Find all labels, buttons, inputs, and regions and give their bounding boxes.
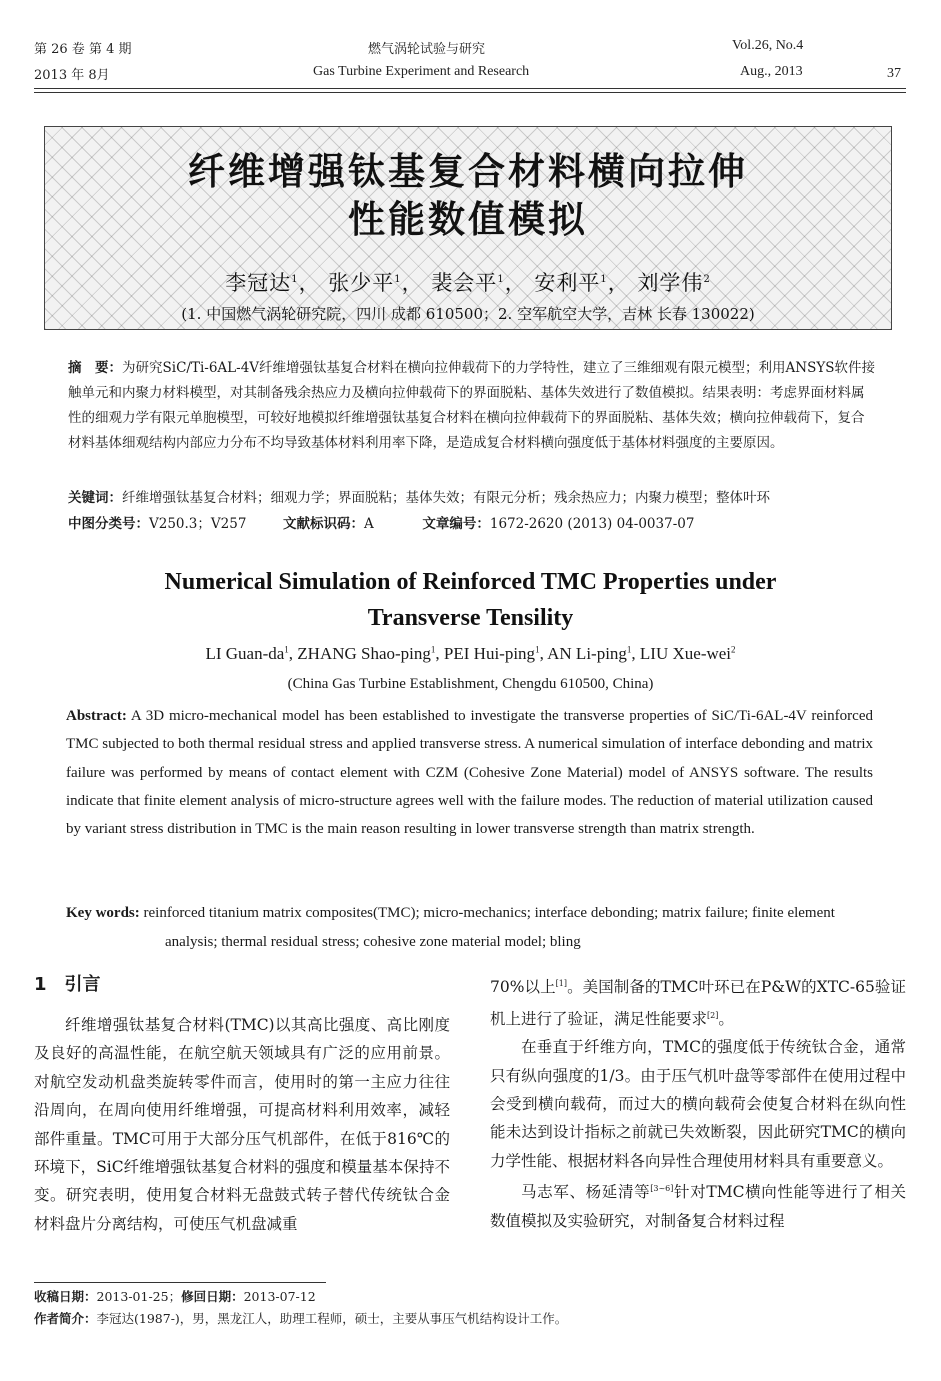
right-column [490,970,906,1235]
abstract-en-label: Abstract: [66,708,127,724]
author-bio-label: 作者简介： [34,1311,97,1326]
authors-cn: 李冠达$^1$， 张少平$^1$， 裴会平$^1$， 安利平$^1$， 刘学伟$^2$ [225,271,711,295]
author-cn-name: 张少平 [328,271,395,295]
author-en-sup: 1 [430,644,436,655]
keywords-cn-label: 关键词： [68,490,122,506]
paragraph-text: 。美国制备的TMC叶环已在P&W的XTC-65验证机上进行了验证，满足性能要求 [490,978,906,1028]
author-en-name: PEI Hui-ping [443,644,536,663]
author-en-sup: 2 [731,644,736,655]
date-en: Aug., 2013 [740,64,803,79]
keywords-en-label: Key words: [66,905,140,921]
title-en-line2: Transverse Tensility [367,605,574,631]
author-cn-name: 裴会平 [431,271,498,295]
paragraph-text: 马志军、杨延清等 [521,1183,651,1202]
author-en-sup: 1 [626,644,632,655]
title-cn-line2: 性能数值模拟 [348,198,588,241]
paragraph [490,1175,906,1235]
revised-date: 2013-07-12 [243,1289,316,1304]
citation-ref: [2] [707,1010,719,1020]
paragraph-text: 针对TMC横向性能等进行了相关数值模拟及实验研究，对制备复合材料过程 [490,1183,906,1230]
author-cn-sup: 2 [703,274,711,285]
title-cn-line1: 纤维增强钛基复合材料横向拉伸 [188,150,748,193]
abstract-cn [68,356,876,456]
author-en-name: AN Li-ping [547,644,627,663]
abstract-en-text: A 3D micro-mechanical model has been established to investigate the transverse properties of SiC/Ti-6AL-4V reinforced TMC subjected to both thermal residual stress and applied transverse stress. A numerical simulation of interface debonding and matrix failure was performed by means of contact element with CZM (Cohesive Zone Material) model of ANSYS software. The results indicate that finite element analysis of micro-structure agrees well with the failure modes. The reduction of material utilization caused by variant stress distribution in TMC is the main reason resulting in lower transverse strength than matrix strength. [66,708,873,838]
keywords-cn [68,486,876,511]
author-cn-name: 刘学伟 [637,271,704,295]
citation-ref: [1] [555,979,567,988]
revised-label: 修回日期： [181,1289,244,1304]
keywords-cn-text: 纤维增强钛基复合材料；细观力学；界面脱粘；基体失效；有限元分析；残余热应力；内聚力模型；整体叶环 [122,490,770,506]
keywords-en-text: reinforced titanium matrix composites(TMC); micro-mechanics; interface debonding; matrix failure; finite element analysis; thermal residual stress; cohesive zone material model; bling [139,905,835,950]
author-en-name: LI Guan-da [205,644,285,663]
author-cn-sup: 1 [497,274,505,285]
paragraph-text: 70%以上 [490,978,556,997]
keywords-en [66,899,873,957]
author-cn-sup: 1 [600,274,608,285]
page-number: 37 [887,66,901,81]
abstract-cn-text: 为研究SiC/Ti-6AL-4V纤维增强钛基复合材料在横向拉伸载荷下的力学特性，建立了三维细观有限元模型；利用ANSYS软件接触单元和内聚力材料模型，对其制备残余热应力及横向拉伸载荷下的界面脱粘、基体失效进行了数值模拟。结果表明：考虑界面材料属性的细观力学有限元单胞模型，可较好地模拟纤维增强钛基复合材料在横向拉伸载荷下的界面脱粘、基体失效；横向拉伸载荷下，复合材料基体细观结构内部应力分布不均导致基体材料利用率下降，是造成复合材料横向强度低于基体材料强度的主要原因。 [68,360,875,451]
author-cn-sup: 1 [394,274,402,285]
header-rule-thin [34,92,906,93]
date-cn: 2013 年 8月 [34,68,110,83]
volume-issue-en: Vol.26, No.4 [732,38,804,53]
author-en-name: LIU Xue-wei [639,644,732,663]
footnote-rule [34,1282,326,1283]
article-number-label: 文章编号： [422,516,490,532]
paragraph: 纤维增强钛基复合材料(TMC)以其高比强度、高比刚度及良好的高温性能，在航空航天领域具有广泛的应用前景。对航空发动机盘类旋转零件而言，使用时的第一主应力往往沿周向，在周向使用纤维增强，可提高材料利用效率，减轻部件重量。TMC可用于大部分压气机部件，在低于816℃的环境下，SiC纤维增强钛基复合材料的强度和模量基本保持不变。研究表明，使用复合材料无盘鼓式转子替代传统钛合金材料盘片分离结构，可使压气机盘减重 [34,1016,450,1233]
paragraph [490,970,906,1033]
paragraph-text: 。 [718,1009,734,1028]
clc-value: V250.3；V257 [149,516,247,532]
author-cn-sup: 1 [291,274,299,285]
article-number-value: 1672-2620 (2013) 04-0037-07 [489,516,695,532]
doc-code-label: 文献标识码： [283,516,365,532]
journal-name-en: Gas Turbine Experiment and Research [313,64,530,79]
author-en-name: ZHANG Shao-ping [297,644,431,663]
affiliation-en: (China Gas Turbine Establishment, Chengdu 610500, China) [287,676,654,692]
received-date: 2013-01-25； [96,1289,182,1304]
clc-label: 中图分类号： [68,516,149,532]
author-bio-line [34,1309,567,1327]
volume-issue-cn: 第 26 卷 第 4 期 [34,42,132,57]
author-en-sup: 1 [535,644,540,655]
abstract-cn-label: 摘 要： [68,360,122,376]
affiliation-cn: (1. 中国燃气涡轮研究院，四川 成都 610500；2. 空军航空大学，吉林 长春 130022) [181,305,755,323]
header-rule [34,88,906,89]
paragraph: 在垂直于纤维方向，TMC的强度低于传统钛合金，通常只有纵向强度的1/3。由于压气机叶盘等零部件在使用过程中会受到横向载荷，而过大的横向载荷会使复合材料在纵向性能未达到设计指标之前就已失效断裂，因此研究TMC的横向力学性能、根据材料各向异性合理使用材料具有重要意义。 [490,1038,906,1170]
received-label: 收稿日期： [34,1289,97,1304]
title-block [44,126,892,330]
title-en-line1: Numerical Simulation of Reinforced TMC Properties under [164,569,777,595]
journal-name-cn: 燃气涡轮试验与研究 [368,42,486,57]
section-heading: 1 引言 [34,974,101,995]
citation-ref: [3~6] [650,1184,674,1194]
author-cn-name: 李冠达 [225,271,292,295]
author-cn-name: 安利平 [534,271,601,295]
author-en-sup: 1 [284,644,289,655]
received-date-line [34,1287,316,1305]
classification-line [68,512,876,537]
abstract-en [66,702,873,843]
author-bio: 李冠达(1987-)，男，黑龙江人，助理工程师，硕士，主要从事压气机结构设计工作。 [96,1311,568,1326]
authors-en: LI Guan-$da^1$, ZHANG Shao-ping$^1$, PEI Hui-ping$^1$, AN Li-ping$^1$, LIU Xue-wei$^2$ [205,644,736,663]
left-column [34,1011,450,1238]
doc-code-value: A [364,516,374,532]
